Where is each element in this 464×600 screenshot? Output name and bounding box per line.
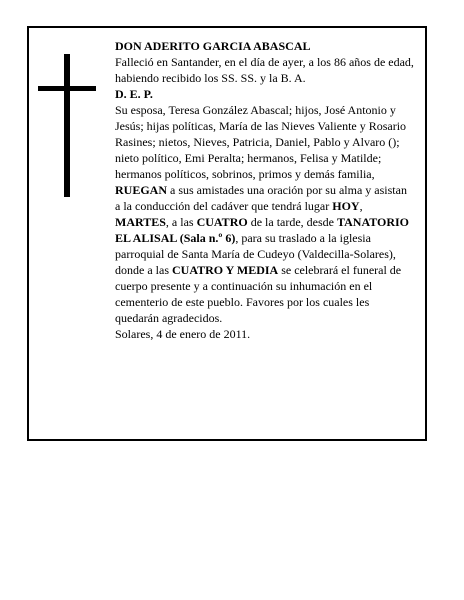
family-list: Su esposa, Teresa González Abascal; hijos, José Antonio y Jesús; hijas políticas, María de las Nieves Valiente y Rosario Rasines; nietos, Nieves, Patricia, Daniel, Pablo y Alvaro (); nieto político, Emi Peralta; hermanos, Felisa y Matilde; hermanos políticos, sobrinos, primos y demás familia,: [115, 103, 407, 181]
place-date: Solares, 4 de enero de 2011.: [115, 327, 251, 341]
death-line: Falleció en Santander, en el día de ayer, a los 86 años de edad, habiendo recibido los SS. SS. y la B. A.: [115, 55, 414, 85]
obituary-text: [115, 38, 415, 342]
deceased-name: DON ADERITO GARCIA ABASCAL: [115, 39, 311, 53]
ruegan-label: RUEGAN: [115, 183, 168, 197]
request-paragraph: RUEGAN a sus amistades una oración por su alma y asistan a la conducción del cadáver que tendrá lugar HOY, MARTES, a las CUATRO de la tarde, desde TANATORIO EL ALISAL (Sala n.º 6), para su traslado a la iglesia parroquial de Santa María de Cudeyo (Valdecilla-Solares), donde a las CUATRO Y MEDIA se celebrará el funeral de cuerpo presente y a continuación su inhumación en el cementerio de este pueblo. Favores por los cuales les quedarán agradecidos.: [115, 183, 410, 325]
rip-label: D. E. P.: [115, 87, 153, 101]
cross-icon: [64, 54, 70, 197]
cross-icon-bar: [38, 86, 96, 91]
funeral-home: TANATORIO EL ALISAL (Sala n.º 6): [115, 215, 410, 245]
